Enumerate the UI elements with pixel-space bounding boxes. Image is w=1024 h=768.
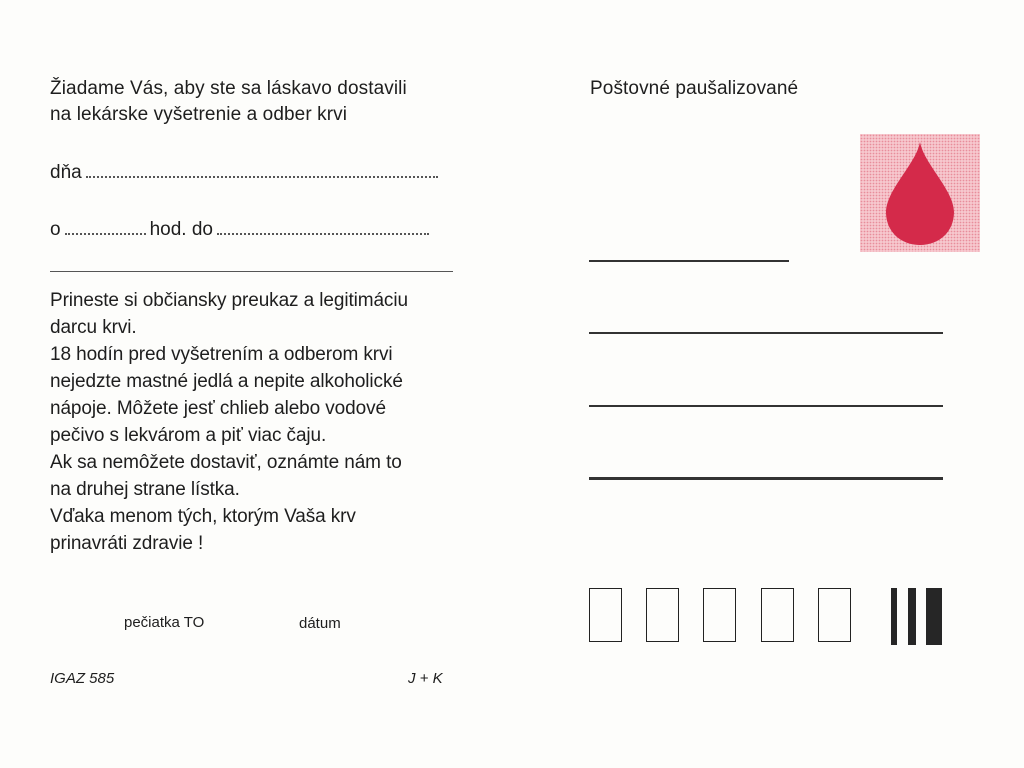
time-field-row (50, 218, 433, 242)
date-dotted-field[interactable] (86, 162, 438, 178)
postal-code-box-3[interactable] (703, 588, 736, 642)
postal-bar-3 (926, 588, 942, 645)
time-prefix-label: o (50, 219, 61, 240)
address-line-2[interactable] (589, 332, 943, 334)
address-line-3[interactable] (589, 405, 943, 407)
time-to-dotted-field[interactable] (217, 219, 429, 235)
postal-code-box-1[interactable] (589, 588, 622, 642)
postage-note: Poštovné paušalizované (590, 78, 799, 99)
postal-code-box-4[interactable] (761, 588, 794, 642)
date-label: dňa (50, 162, 82, 183)
postal-bar-1 (891, 588, 897, 645)
postal-bar-2 (908, 588, 916, 645)
printer-mark: J + K (408, 670, 443, 687)
form-code: IGAZ 585 (50, 670, 115, 687)
postal-code-box-5[interactable] (818, 588, 851, 642)
time-from-dotted-field[interactable] (65, 219, 146, 235)
intro-line-1: Žiadame Vás, aby ste sa láskavo dostavili (50, 78, 407, 99)
blood-drop-icon (860, 134, 980, 252)
left-divider-line (50, 271, 453, 272)
postal-code-box-2[interactable] (646, 588, 679, 642)
intro-line-2: na lekárske vyšetrenie a odber krvi (50, 104, 348, 125)
stamp-label: pečiatka TO (124, 614, 205, 631)
date-sign-label: dátum (299, 615, 341, 632)
date-field-row (50, 161, 442, 185)
instructions-text: Prineste si občiansky preukaz a legitimáciu darcu krvi. 18 hodín pred vyšetrením a odberom krvi nejedzte mastné jedlá a nepite alkoholické nápoje. Môžete jesť chlieb alebo vodové pečivo s lekvárom a piť viac čaju. Ak sa nemôžete dostaviť, oznámte nám to na druhej strane lístka. Vďaka menom tých, ktorým Vaša krv prinavráti zdravie ! (50, 290, 408, 554)
address-line-4[interactable] (589, 477, 943, 480)
time-middle-label: hod. do (149, 219, 213, 240)
address-line-1[interactable] (589, 260, 789, 262)
